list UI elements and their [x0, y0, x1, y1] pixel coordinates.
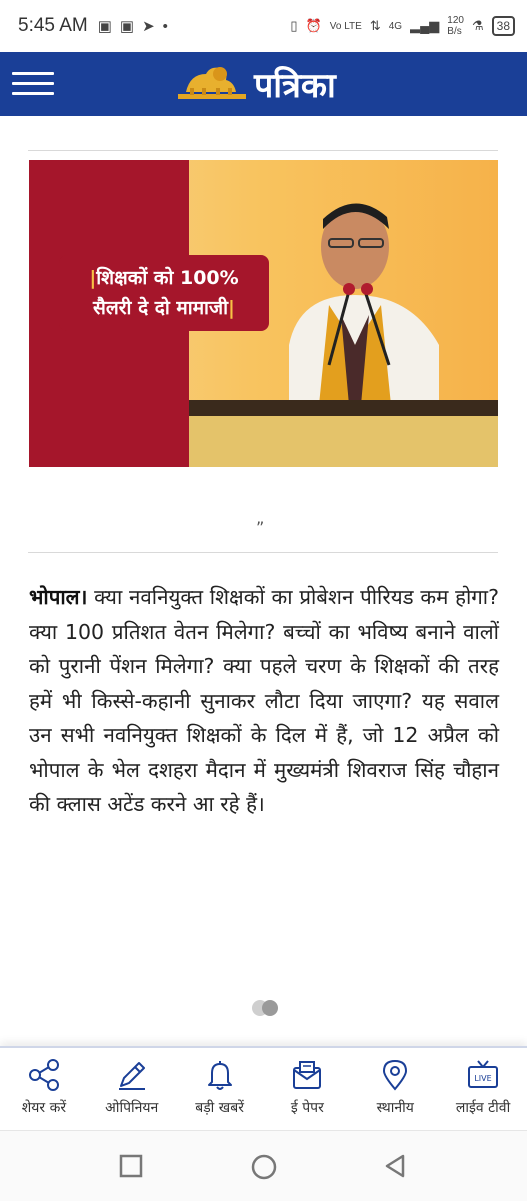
home-icon[interactable] [250, 1153, 278, 1181]
battery-icon: 38 [492, 16, 515, 36]
carousel-indicator [252, 1000, 278, 1020]
network-type: 4G [388, 20, 403, 32]
hamburger-icon[interactable] [12, 66, 54, 102]
alarm-icon: ⏰ [305, 18, 322, 33]
bell-icon [203, 1058, 237, 1092]
location-pin-icon [378, 1058, 412, 1092]
share-icon [27, 1058, 61, 1092]
article-hero-image[interactable] [29, 160, 498, 467]
net-speed: 120 B/s [447, 15, 464, 37]
svg-text:LIVE: LIVE [474, 1074, 492, 1083]
divider [28, 552, 498, 553]
pen-icon [115, 1058, 149, 1092]
speaker-illustration [289, 195, 439, 405]
system-nav-bar [0, 1130, 527, 1201]
lion-icon [176, 60, 248, 108]
status-bar [0, 0, 527, 52]
nav-opinion[interactable]: ओपिनियन [88, 1048, 176, 1130]
nav-local[interactable]: स्थानीय [351, 1048, 439, 1130]
flask-icon: ⚗ [471, 18, 484, 33]
nav-big-news[interactable]: बड़ी खबरें [176, 1048, 264, 1130]
hero-caption: |शिक्षकों को 100% सैलरी दे दो मामाजी| [59, 255, 269, 331]
quote-mark: ” [256, 518, 265, 537]
nav-share[interactable]: शेयर करें [0, 1048, 88, 1130]
article-text: क्या नवनियुक्त शिक्षकों का प्रोबेशन पीरियड कम होगा? क्या 100 प्रतिशत वेतन मिलेगा? बच्चों का भविष्य बनाने वालों को पुरानी पेंशन मिलेगा? क्या पहले चरण के शिक्षकों की तरह हमें भी किस्से-कहानी सुनाकर लौटा दिया जाएगा? यह सवाल उन सभी नवनियुक्त शिक्षकों के दिल में हैं, जो 12 अप्रैल को भोपाल के भेल दशहरा मैदान में मुख्यमंत्री शिवराज सिंह चौहान की क्लास अटेंड करने आ रहे हैं। [29, 585, 499, 816]
nav-live-tv[interactable]: LIVE लाईव टीवी [439, 1048, 527, 1130]
app-header [0, 52, 527, 116]
back-icon[interactable] [382, 1153, 408, 1179]
article-dateline: भोपाल। [29, 585, 88, 609]
recent-apps-icon[interactable] [118, 1153, 144, 1179]
status-right [290, 15, 515, 37]
article-body [29, 580, 499, 822]
live-tv-icon [466, 1058, 500, 1092]
notification-icon: ▣ [119, 18, 135, 35]
data-arrows-icon: ⇅ [369, 18, 381, 33]
more-dot-icon: • [162, 17, 168, 35]
telegram-icon: ➤ [142, 18, 155, 35]
vibrate-icon: ▯ [290, 18, 298, 33]
volte-label: Vo LTE [329, 20, 362, 32]
notification-icon: ▣ [97, 18, 112, 35]
newspaper-icon [290, 1058, 324, 1092]
logo-text: पत्रिका [254, 66, 336, 106]
status-time: 5:45 AM [18, 15, 88, 36]
divider [28, 150, 498, 151]
bottom-nav [0, 1046, 527, 1130]
patrika-logo[interactable] [176, 58, 336, 110]
signal-icon: ▂▄▆ [410, 18, 440, 33]
nav-epaper[interactable]: ई पेपर [263, 1048, 351, 1130]
